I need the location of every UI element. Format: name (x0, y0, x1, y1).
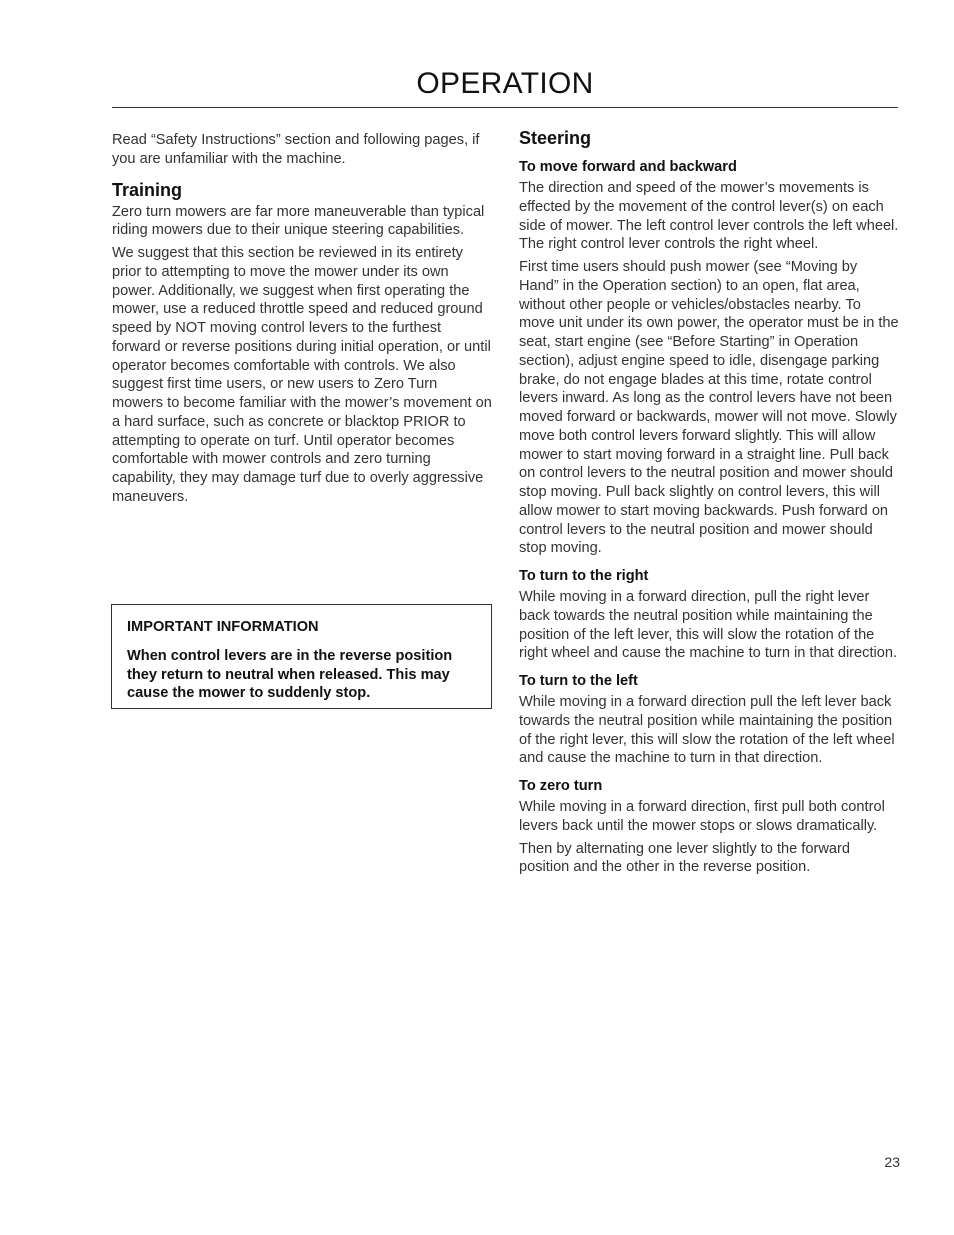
page-title: OPERATION (416, 67, 594, 100)
left-column (112, 131, 492, 511)
forward-backward-paragraph-2: First time users should push mower (see “Moving by Hand” in the Operation section) to an open, flat area, without other people or vehicles/obstacles nearby. To move unit under its own power, the operator must be in the seat, start engine (see “Before Starting” in Operation section), adjust engine speed to idle, disengage parking brake, do not engage blades at this time, rotate control levers inward. As long as the control levers have not been moved forward or backwards, mower will not move. Slowly move both control levers forward slightly. This will allow mower to start moving forward in a straight line. Pull back on control levers to the neutral position and mower should stop moving. Pull back slightly on control levers, this will allow mower to start moving backwards. Push forward on control levers to the neutral position and mower should stop moving. (519, 259, 899, 557)
right-column (519, 127, 899, 881)
zero-turn-heading: To zero turn (519, 778, 603, 794)
steering-heading: Steering (519, 128, 592, 148)
zero-turn-paragraph-2: Then by alternating one lever slightly to the forward position and the other in the reverse position. (519, 840, 850, 876)
forward-backward-paragraph-1: The direction and speed of the mower’s movements is effected by the movement of the control lever(s) on each side of mower. The left control lever controls the left wheel. The right control lever controls the right wheel. (519, 180, 899, 253)
training-paragraph-2: We suggest that this section be reviewed in its entirety prior to attempting to move the mower under its own power. Additionally, we suggest when first operating the mower, use a reduced throttle speed and reduced ground speed by NOT moving control levers to the furthest forward or reverse positions during initial operation, or until operator becomes comfortable with controls. We also suggest first time users, or new users to Zero Turn mowers to become familiar with the mower’s movement on a hard surface, such as concrete or blacktop PRIOR to attempting to operate on turf. Until operator becomes comfortable with mower controls and zero turning capability, they may damage turf due to overly aggressive maneuvers. (112, 245, 492, 505)
page-number: 23 (884, 1154, 900, 1170)
training-paragraph-1: Zero turn mowers are far more maneuverable than typical riding mowers due to their unique steering capabilities. (112, 203, 485, 239)
forward-backward-heading: To move forward and backward (519, 159, 737, 175)
important-information-text: When control levers are in the reverse position they return to neutral when released. This may cause the mower to suddenly stop. (127, 647, 453, 702)
turn-right-paragraph: While moving in a forward direction, pull the right lever back towards the neutral position while maintaining the position of the left lever, this will slow the rotation of the right wheel and cause the machine to turn in that direction. (519, 589, 898, 662)
training-heading: Training (112, 179, 183, 200)
turn-left-paragraph: While moving in a forward direction pull the left lever back towards the neutral position while maintaining the position of the right lever, this will slow the rotation of the left wheel and cause the machine to turn in that direction. (519, 694, 895, 767)
title-divider (112, 107, 898, 108)
turn-left-heading: To turn to the left (519, 673, 638, 689)
zero-turn-paragraph-1: While moving in a forward direction, first pull both control levers back until the mower stops or slows dramatically. (519, 799, 885, 834)
intro-paragraph: Read “Safety Instructions” section and following pages, if you are unfamiliar with the machine. (112, 132, 480, 167)
turn-right-heading: To turn to the right (519, 568, 649, 584)
important-information-box (111, 604, 492, 709)
important-information-title: IMPORTANT INFORMATION (127, 619, 319, 635)
